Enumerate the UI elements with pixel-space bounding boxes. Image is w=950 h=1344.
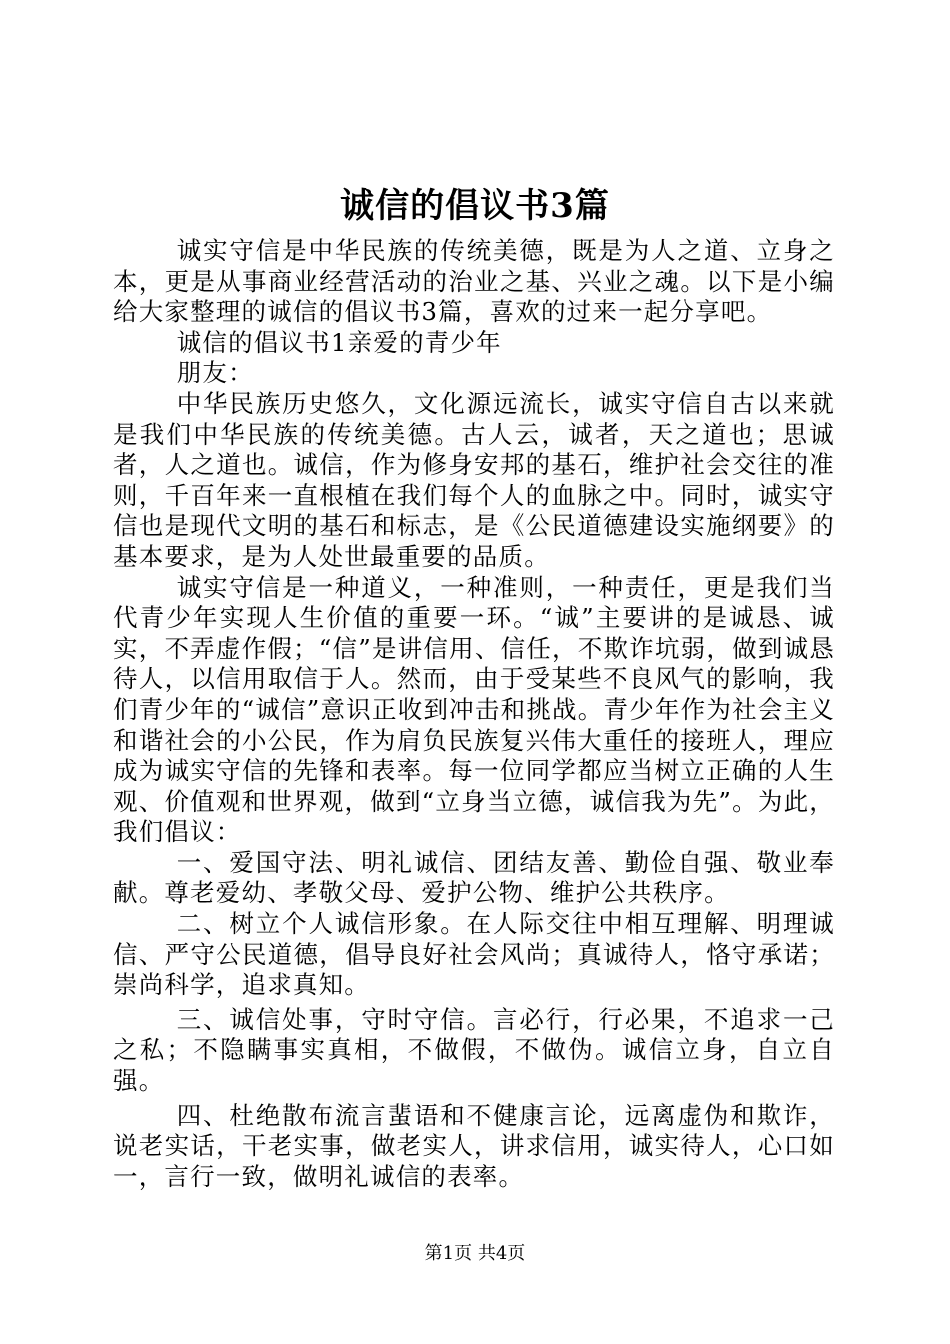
intro-paragraph: 诚实守信是中华民族的传统美德，既是为人之道、立身之本，更是从事商业经营活动的治业之基、兴业之魂。以下是小编给大家整理的诚信的倡议书3篇，喜欢的过来一起分享吧。 (113, 236, 835, 327)
salutation: 朋友： (176, 358, 254, 388)
proposal-item: 三、诚信处事，守时守信。言必行，行必果，不追求一己之私；不隐瞒事实真相，不做假，不做伪。诚信立身，自立自强。 (113, 1004, 835, 1096)
body-paragraph: 诚实守信是一种道义，一种准则，一种责任，更是我们当代青少年实现人生价值的重要一环。“诚”主要讲的是诚恳、诚实，不弄虚作假；“信”是讲信用、信任，不欺诈坑弱，做到诚恳待人，以信用取信于人。然而，由于受某些不良风气的影响，我们青少年的“诚信”意识正收到冲击和挑战。青少年作为社会主义和谐社会的小公民，作为肩负民族复兴伟大重任的接班人，理应成为诚实守信的先锋和表率。每一位同学都应当树立正确的人生观、价值观和世界观，做到“立身当立德，诚信我为先”。为此，我们倡议： (113, 572, 835, 847)
proposal-item: 四、杜绝散布流言蜚语和不健康言论，远离虚伪和欺诈，说老实话，干老实事，做老实人，讲求信用，诚实待人，心口如一，言行一致，做明礼诚信的表率。 (113, 1100, 835, 1191)
section-heading: 诚信的倡议书1亲爱的青少年 (176, 327, 502, 357)
proposal-item: 二、树立个人诚信形象。在人际交往中相互理解、明理诚信、严守公民道德，倡导良好社会风尚；真诚待人，恪守承诺；崇尚科学，追求真知。 (113, 909, 835, 1000)
proposal-item: 一、爱国守法、明礼诚信、团结友善、勤俭自强、敬业奉献。尊老爱幼、孝敬父母、爱护公物、维护公共秩序。 (113, 847, 835, 908)
body-paragraph: 中华民族历史悠久，文化源远流长，诚实守信自古以来就是我们中华民族的传统美德。古人云，诚者，天之道也；思诚者，人之道也。诚信，作为修身安邦的基石，维护社会交往的准则，千百年来一直根植在我们每个人的血脉之中。同时，诚实守信也是现代文明的基石和标志，是《公民道德建设实施纲要》的基本要求，是为人处世最重要的品质。 (113, 388, 835, 571)
page-footer: 第1页 共4页 (424, 1243, 526, 1264)
document-title: 诚信的倡议书3篇 (340, 186, 610, 226)
document-body (113, 236, 835, 1192)
